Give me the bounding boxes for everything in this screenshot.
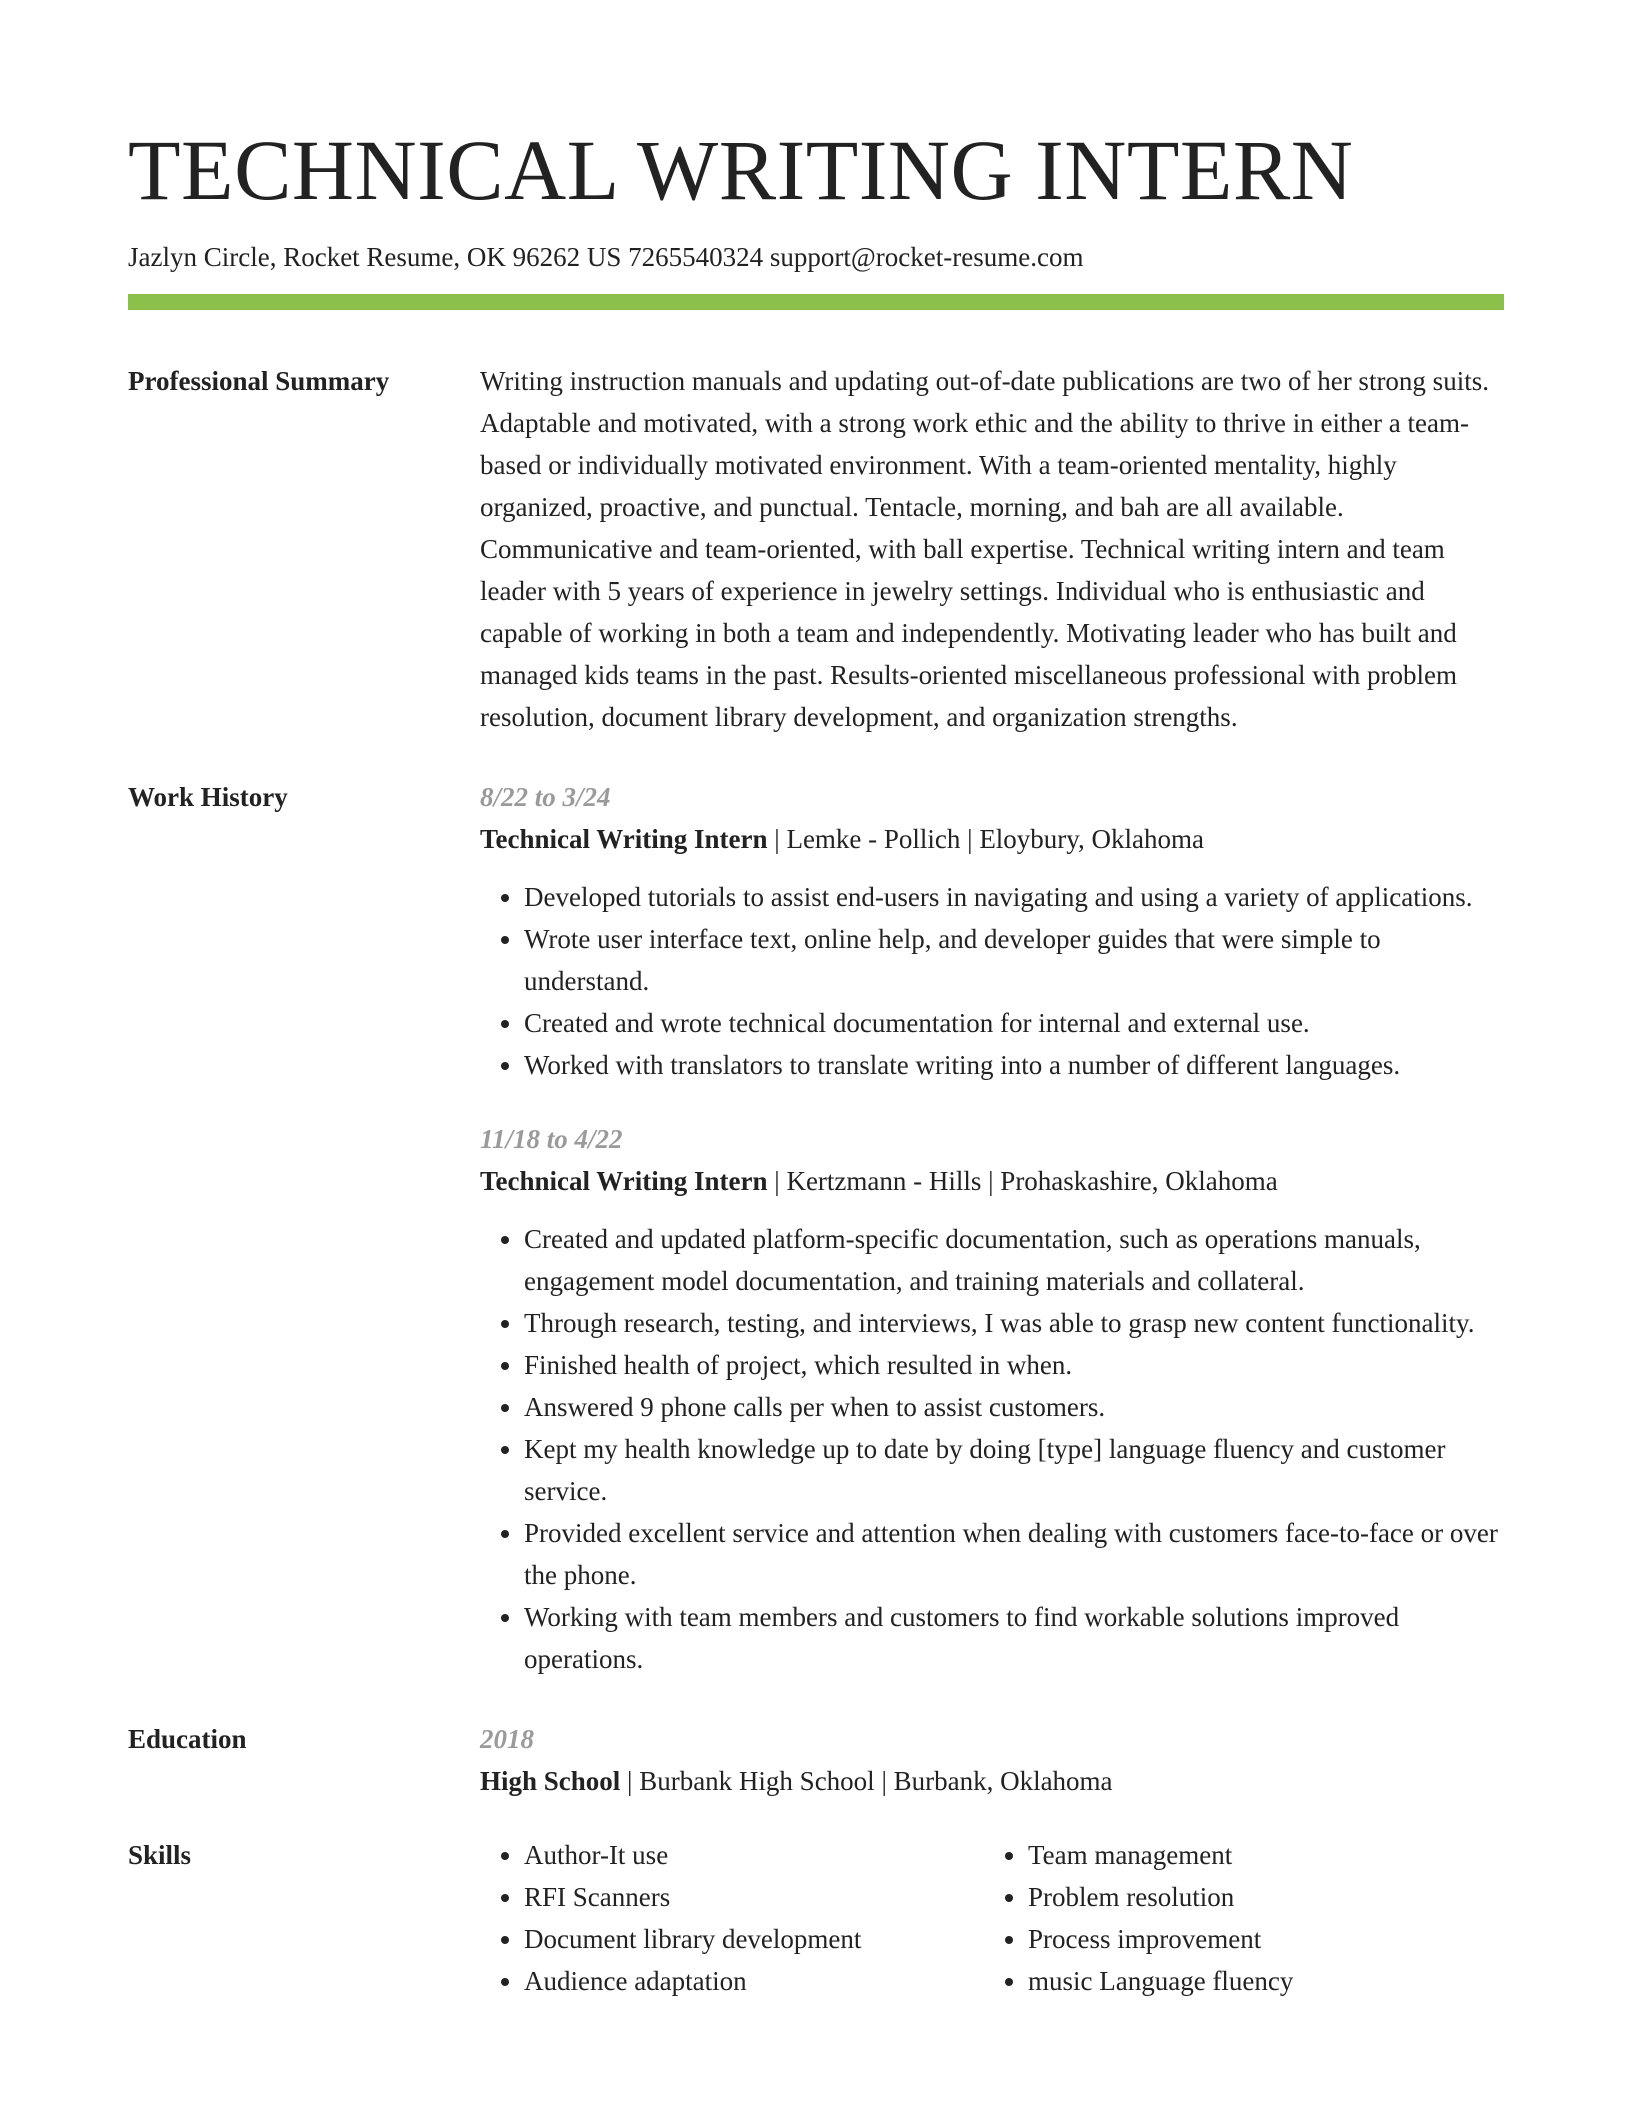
job-details: | Lemke - Pollich | Eloybury, Oklahoma: [767, 824, 1205, 854]
list-item: • Kept my health knowledge up to date by doing [type] language fluency and customer service.: [524, 1428, 1504, 1512]
job-dates: 8/22 to 3/24: [480, 782, 611, 812]
list-item: • Answered 9 phone calls per when to assist customers.: [524, 1386, 1504, 1428]
list-item: • Created and updated platform-specific documentation, such as operations manuals, engagement model documentation, and training materials and collateral.: [524, 1218, 1504, 1302]
section-content: [480, 1834, 1504, 2002]
list-item: • Worked with translators to translate writing into a number of different languages.: [524, 1044, 1504, 1086]
education-details: | Burbank High School | Burbank, Oklahoma: [620, 1766, 1113, 1796]
list-item: • RFI Scanners: [524, 1876, 984, 1918]
list-item: • Through research, testing, and interviews, I was able to grasp new content functionality.: [524, 1302, 1504, 1344]
skills-grid: [480, 1834, 1504, 2002]
list-item: • Problem resolution: [1028, 1876, 1504, 1918]
list-item: • Author-It use: [524, 1834, 984, 1876]
section-label: Work History: [128, 782, 288, 812]
job-entry: [480, 1118, 1504, 1680]
section-label: Education: [128, 1724, 247, 1754]
education-heading: [480, 1760, 1504, 1802]
contact-line: Jazlyn Circle, Rocket Resume, OK 96262 US 7265540324 support@rocket-resume.com: [128, 242, 1084, 272]
list-item: • Created and wrote technical documentation for internal and external use.: [524, 1002, 1504, 1044]
skills-column-left: [480, 1834, 984, 2002]
list-item: • Process improvement: [1028, 1918, 1504, 1960]
list-item: • Document library development: [524, 1918, 984, 1960]
job-title: Technical Writing Intern: [480, 1166, 768, 1196]
section-label: Skills: [128, 1840, 192, 1870]
list-item: • Developed tutorials to assist end-users in navigating and using a variety of applications.: [524, 876, 1504, 918]
job-title: Technical Writing Intern: [480, 824, 768, 854]
section-content: [480, 776, 1504, 1680]
accent-divider: [128, 294, 1504, 310]
job-bullets: [480, 1218, 1504, 1680]
job-entry: [480, 776, 1504, 1086]
resume-page: [128, 0, 1504, 2002]
list-item: • Team management: [1028, 1834, 1504, 1876]
list-item: • Provided excellent service and attention when dealing with customers face-to-face or over the phone.: [524, 1512, 1504, 1596]
list-item: • Finished health of project, which resulted in when.: [524, 1344, 1504, 1386]
education-date: 2018: [480, 1724, 534, 1754]
job-dates: 11/18 to 4/22: [480, 1124, 623, 1154]
section-content: [480, 1718, 1504, 1802]
list-item: • Wrote user interface text, online help, and developer guides that were simple to understand.: [524, 918, 1504, 1002]
job-bullets: [480, 876, 1504, 1086]
job-heading: [480, 1160, 1504, 1202]
section-professional-summary: [128, 360, 1504, 738]
job-details: | Kertzmann - Hills | Prohaskashire, Oklahoma: [767, 1166, 1278, 1196]
summary-text: Writing instruction manuals and updating out-of-date publications are two of her strong suits. Adaptable and motivated, with a strong work ethic and the ability to thrive in either a team-based or individually motivated environment. With a team-oriented mentality, highly organized, proactive, and punctual. Tentacle, morning, and bah are all available. Communicative and team-oriented, with ball expertise. Technical writing intern and team leader with 5 years of experience in jewelry settings. Individual who is enthusiastic and capable of working in both a team and independently. Motivating leader who has built and managed kids teams in the past. Results-oriented miscellaneous professional with problem resolution, document library development, and organization strengths.: [480, 366, 1489, 732]
section-content: [480, 360, 1504, 738]
section-skills: [128, 1834, 1504, 2002]
section-label: Professional Summary: [128, 366, 390, 396]
skills-column-right: [984, 1834, 1504, 2002]
list-item: • Audience adaptation: [524, 1960, 984, 2002]
education-degree: High School: [480, 1766, 621, 1796]
section-education: [128, 1718, 1504, 1802]
job-heading: [480, 818, 1504, 860]
list-item: • music Language fluency: [1028, 1960, 1504, 2002]
list-item: • Working with team members and customers to find workable solutions improved operations.: [524, 1596, 1504, 1680]
section-work-history: [128, 776, 1504, 1680]
page-title: TECHNICAL WRITING INTERN: [128, 122, 1354, 218]
